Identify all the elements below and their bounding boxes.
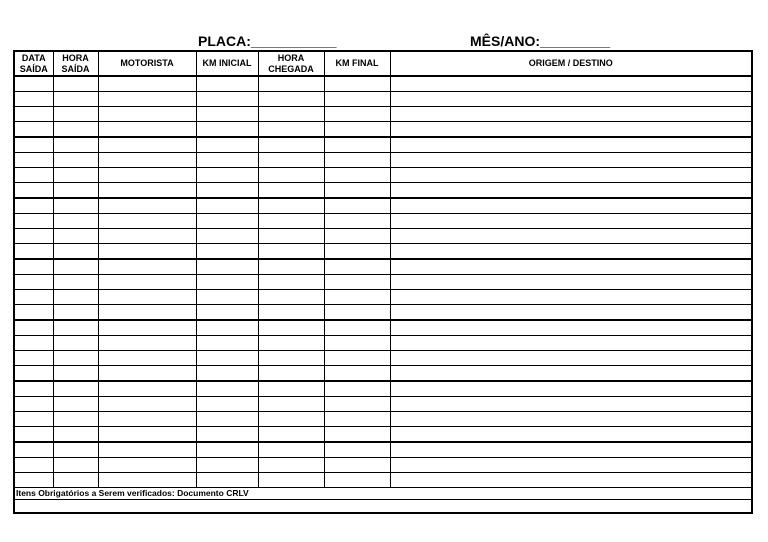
placa-label: PLACA:___________ [198, 33, 337, 49]
table-cell[interactable] [390, 275, 752, 290]
table-cell[interactable] [14, 259, 53, 275]
table-cell[interactable] [14, 214, 53, 229]
table-cell[interactable] [14, 336, 53, 351]
table-cell[interactable] [98, 412, 196, 427]
table-row [14, 137, 752, 153]
table-row [14, 412, 752, 427]
table-cell[interactable] [324, 290, 390, 305]
table-cell[interactable] [14, 290, 53, 305]
table-cell[interactable] [14, 244, 53, 260]
table-cell[interactable] [53, 107, 98, 122]
table-cell[interactable] [196, 229, 258, 244]
table-cell[interactable] [14, 427, 53, 443]
table-cell[interactable] [14, 305, 53, 321]
table-cell[interactable] [98, 198, 196, 214]
table-cell[interactable] [324, 229, 390, 244]
table-cell[interactable] [53, 214, 98, 229]
table-cell[interactable] [390, 153, 752, 168]
table-cell[interactable] [14, 381, 53, 397]
table-cell[interactable] [196, 427, 258, 443]
table-cell[interactable] [196, 214, 258, 229]
table-cell[interactable] [98, 244, 196, 260]
table-cell[interactable] [196, 320, 258, 336]
table-cell[interactable] [53, 427, 98, 443]
table-cell[interactable] [258, 183, 324, 199]
table-cell[interactable] [258, 473, 324, 488]
table-cell[interactable] [390, 122, 752, 138]
table-cell[interactable] [258, 153, 324, 168]
table-cell[interactable] [258, 366, 324, 382]
table-cell[interactable] [258, 336, 324, 351]
table-row [14, 122, 752, 138]
table-cell[interactable] [258, 92, 324, 107]
table-cell[interactable] [324, 336, 390, 351]
mes-ano-label: MÊS/ANO:_________ [470, 33, 611, 49]
table-cell[interactable] [258, 442, 324, 458]
table-row [14, 397, 752, 412]
table-cell[interactable] [98, 351, 196, 366]
column-header-origem-destino [390, 51, 752, 76]
vehicle-log-table [13, 50, 753, 514]
table-cell[interactable] [53, 397, 98, 412]
table-cell[interactable] [53, 290, 98, 305]
column-header-line1: KM INICIAL [202, 58, 252, 68]
table-row [14, 336, 752, 351]
table-cell[interactable] [98, 122, 196, 138]
table-cell[interactable] [196, 442, 258, 458]
table-cell[interactable] [14, 229, 53, 244]
table-cell[interactable] [14, 320, 53, 336]
table-row [14, 244, 752, 260]
table-cell[interactable] [258, 259, 324, 275]
table-cell[interactable] [98, 76, 196, 92]
table-cell[interactable] [98, 137, 196, 153]
table-cell[interactable] [14, 412, 53, 427]
table-cell[interactable] [390, 397, 752, 412]
table-cell[interactable] [390, 473, 752, 488]
table-cell[interactable] [53, 412, 98, 427]
table-cell[interactable] [14, 107, 53, 122]
table-cell[interactable] [390, 458, 752, 473]
table-cell[interactable] [324, 381, 390, 397]
table-cell[interactable] [196, 290, 258, 305]
table-row [14, 153, 752, 168]
table-cell[interactable] [98, 275, 196, 290]
table-cell[interactable] [196, 198, 258, 214]
table-cell[interactable] [196, 366, 258, 382]
table-cell[interactable] [53, 458, 98, 473]
table-cell[interactable] [324, 92, 390, 107]
table-cell[interactable] [196, 76, 258, 92]
table-cell[interactable] [258, 351, 324, 366]
table-cell[interactable] [324, 259, 390, 275]
table-row [14, 198, 752, 214]
column-header-line1: MOTORISTA [120, 58, 174, 68]
table-cell[interactable] [98, 259, 196, 275]
table-cell[interactable] [324, 442, 390, 458]
table-cell[interactable] [14, 183, 53, 199]
table-cell[interactable] [390, 351, 752, 366]
table-cell[interactable] [98, 168, 196, 183]
table-cell[interactable] [390, 168, 752, 183]
table-cell[interactable] [14, 275, 53, 290]
table-cell[interactable] [324, 168, 390, 183]
table-cell[interactable] [98, 336, 196, 351]
column-header-km-final [324, 51, 390, 76]
table-cell[interactable] [390, 214, 752, 229]
footer-blank-row [14, 500, 752, 514]
table-cell[interactable] [14, 168, 53, 183]
table-cell[interactable] [324, 397, 390, 412]
table-cell[interactable] [53, 244, 98, 260]
table-cell[interactable] [390, 366, 752, 382]
table-cell[interactable] [196, 244, 258, 260]
table-row [14, 229, 752, 244]
table-cell[interactable] [14, 137, 53, 153]
table-cell[interactable] [324, 244, 390, 260]
table-cell[interactable] [53, 275, 98, 290]
column-header-line1: DATA [21, 52, 46, 63]
table-row [14, 458, 752, 473]
table-cell[interactable] [390, 259, 752, 275]
column-header-line1: HORA [62, 52, 89, 63]
table-cell[interactable] [98, 458, 196, 473]
table-row [14, 259, 752, 275]
table-body [14, 76, 752, 488]
table-cell[interactable] [14, 153, 53, 168]
table-cell[interactable] [324, 320, 390, 336]
table-row [14, 305, 752, 321]
table-cell[interactable] [196, 92, 258, 107]
table-cell[interactable] [98, 290, 196, 305]
table-cell[interactable] [324, 351, 390, 366]
table-cell[interactable] [324, 305, 390, 321]
table-cell[interactable] [196, 122, 258, 138]
table-cell[interactable] [196, 458, 258, 473]
table-cell[interactable] [14, 366, 53, 382]
table-cell[interactable] [98, 107, 196, 122]
table-cell[interactable] [390, 336, 752, 351]
column-header-line1: ORIGEM / DESTINO [528, 58, 613, 68]
table-cell[interactable] [53, 473, 98, 488]
table-cell[interactable] [324, 275, 390, 290]
footer-note-row [14, 488, 752, 500]
table-row [14, 366, 752, 382]
table-cell[interactable] [53, 76, 98, 92]
table-row [14, 214, 752, 229]
column-header-data-saida [14, 51, 53, 76]
table-cell[interactable] [53, 198, 98, 214]
table-cell[interactable] [53, 229, 98, 244]
footer-note: Itens Obrigatórios a Serem verificados: Documento CRLV [14, 488, 752, 500]
table-cell[interactable] [258, 122, 324, 138]
table-cell[interactable] [196, 153, 258, 168]
table-cell[interactable] [324, 183, 390, 199]
table-cell[interactable] [258, 198, 324, 214]
table-row [14, 275, 752, 290]
table-cell[interactable] [98, 381, 196, 397]
table-cell[interactable] [390, 229, 752, 244]
table-row [14, 76, 752, 92]
table-cell[interactable] [390, 244, 752, 260]
table-cell[interactable] [14, 473, 53, 488]
table-cell[interactable] [98, 473, 196, 488]
table-cell[interactable] [258, 305, 324, 321]
column-header-km-inicial [196, 51, 258, 76]
table-cell[interactable] [196, 473, 258, 488]
table-cell[interactable] [98, 305, 196, 321]
table-row [14, 442, 752, 458]
footer-blank-cell [14, 500, 752, 514]
table-row [14, 92, 752, 107]
table-cell[interactable] [53, 259, 98, 275]
table-cell[interactable] [196, 381, 258, 397]
table-cell[interactable] [196, 305, 258, 321]
table-cell[interactable] [258, 427, 324, 443]
table-cell[interactable] [258, 76, 324, 92]
table-cell[interactable] [98, 397, 196, 412]
table-cell[interactable] [258, 381, 324, 397]
table-cell[interactable] [196, 336, 258, 351]
table-cell[interactable] [258, 275, 324, 290]
table-cell[interactable] [258, 397, 324, 412]
table-cell[interactable] [390, 442, 752, 458]
table-cell[interactable] [324, 153, 390, 168]
table-cell[interactable] [324, 107, 390, 122]
table-cell[interactable] [390, 76, 752, 92]
table-cell[interactable] [53, 366, 98, 382]
table-cell[interactable] [53, 442, 98, 458]
table-row [14, 427, 752, 443]
table-cell[interactable] [196, 168, 258, 183]
table-row [14, 168, 752, 183]
table-row [14, 183, 752, 199]
table-row [14, 351, 752, 366]
table-cell[interactable] [196, 137, 258, 153]
table-cell[interactable] [258, 290, 324, 305]
table-cell[interactable] [258, 214, 324, 229]
table-cell[interactable] [324, 137, 390, 153]
table-cell[interactable] [258, 412, 324, 427]
table-cell[interactable] [324, 458, 390, 473]
table-row [14, 381, 752, 397]
table-cell[interactable] [390, 137, 752, 153]
column-header-hora-chegada [258, 51, 324, 76]
table-cell[interactable] [258, 107, 324, 122]
table-cell[interactable] [98, 183, 196, 199]
table-cell[interactable] [196, 412, 258, 427]
table-cell[interactable] [258, 320, 324, 336]
table-cell[interactable] [196, 259, 258, 275]
table-cell[interactable] [53, 381, 98, 397]
table-cell[interactable] [98, 214, 196, 229]
table-cell[interactable] [258, 168, 324, 183]
table-cell[interactable] [14, 92, 53, 107]
table-cell[interactable] [98, 366, 196, 382]
table-cell[interactable] [390, 183, 752, 199]
table-cell[interactable] [14, 76, 53, 92]
table-cell[interactable] [98, 442, 196, 458]
table-cell[interactable] [324, 427, 390, 443]
table-cell[interactable] [324, 412, 390, 427]
column-header-line2: SAÍDA [19, 63, 48, 74]
table-row [14, 290, 752, 305]
table-cell[interactable] [98, 92, 196, 107]
table-header-row [14, 51, 752, 76]
table-cell[interactable] [390, 320, 752, 336]
table-cell[interactable] [390, 381, 752, 397]
table-cell[interactable] [196, 183, 258, 199]
table-cell[interactable] [53, 351, 98, 366]
table-cell[interactable] [324, 366, 390, 382]
table-cell[interactable] [390, 107, 752, 122]
table-cell[interactable] [196, 351, 258, 366]
table-cell[interactable] [196, 107, 258, 122]
table-cell[interactable] [324, 214, 390, 229]
table-cell[interactable] [98, 320, 196, 336]
table-cell[interactable] [98, 229, 196, 244]
table-cell[interactable] [258, 458, 324, 473]
table-cell[interactable] [53, 137, 98, 153]
table-cell[interactable] [14, 122, 53, 138]
table-cell[interactable] [14, 442, 53, 458]
table-cell[interactable] [53, 305, 98, 321]
table-cell[interactable] [258, 244, 324, 260]
column-header-hora-saida [53, 51, 98, 76]
table-cell[interactable] [53, 153, 98, 168]
table-cell[interactable] [14, 198, 53, 214]
table-cell[interactable] [324, 122, 390, 138]
table-cell[interactable] [390, 427, 752, 443]
table-cell[interactable] [53, 336, 98, 351]
table-cell[interactable] [258, 137, 324, 153]
table-cell[interactable] [98, 153, 196, 168]
column-header-line2: CHEGADA [268, 63, 314, 74]
table-cell[interactable] [258, 229, 324, 244]
table-cell[interactable] [390, 412, 752, 427]
table-cell[interactable] [98, 427, 196, 443]
table-cell[interactable] [53, 122, 98, 138]
column-header-line2: SAÍDA [61, 63, 90, 74]
table-cell[interactable] [390, 290, 752, 305]
table-cell[interactable] [53, 168, 98, 183]
table-cell[interactable] [53, 183, 98, 199]
table-cell[interactable] [390, 92, 752, 107]
table-cell[interactable] [14, 397, 53, 412]
table-cell[interactable] [53, 92, 98, 107]
table-cell[interactable] [390, 305, 752, 321]
table-cell[interactable] [14, 351, 53, 366]
table-cell[interactable] [14, 458, 53, 473]
table-row [14, 473, 752, 488]
table-cell[interactable] [324, 76, 390, 92]
table-cell[interactable] [324, 473, 390, 488]
table-cell[interactable] [324, 198, 390, 214]
column-header-motorista [98, 51, 196, 76]
table-row [14, 107, 752, 122]
table-cell[interactable] [390, 198, 752, 214]
table-cell[interactable] [196, 397, 258, 412]
column-header-line1: HORA [277, 52, 305, 63]
table-cell[interactable] [196, 275, 258, 290]
table-row [14, 320, 752, 336]
column-header-line1: KM FINAL [335, 58, 379, 68]
table-cell[interactable] [53, 320, 98, 336]
